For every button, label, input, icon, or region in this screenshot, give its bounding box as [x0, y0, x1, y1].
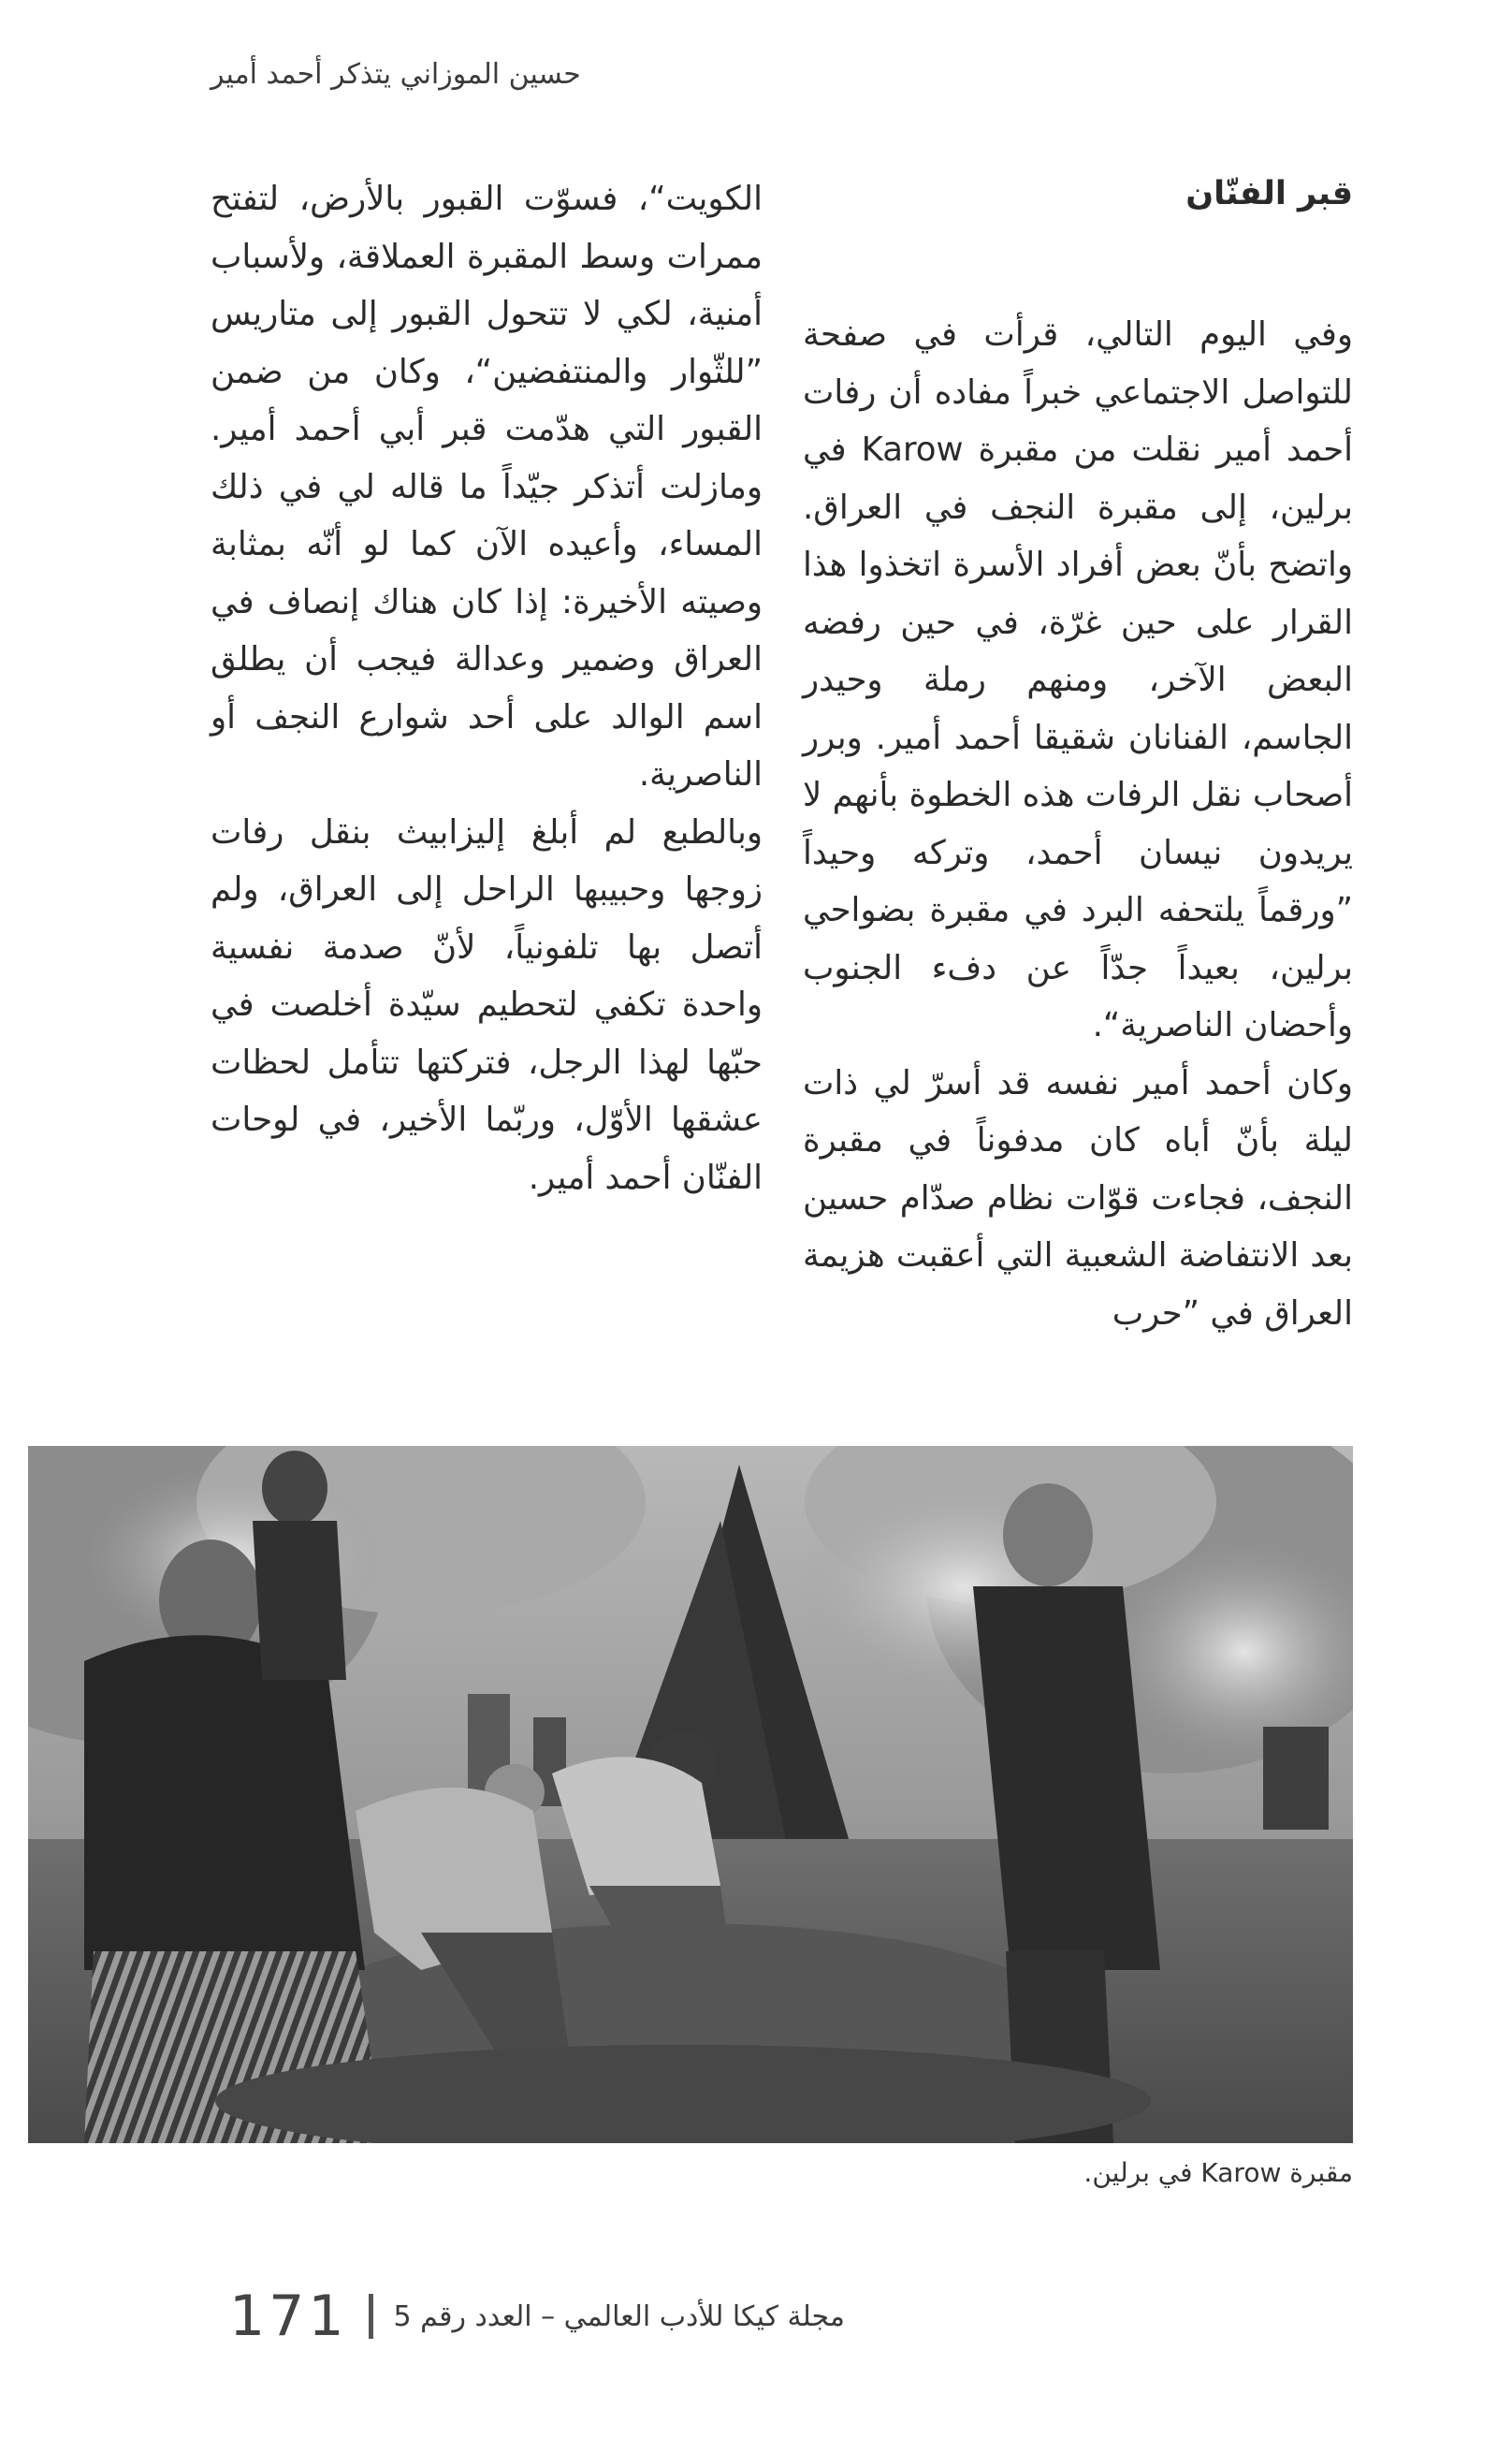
- running-header: حسين الموزاني يتذكر أحمد أمير: [211, 58, 581, 91]
- paragraph: وكان أحمد أمير نفسه قد أسرّ لي ذات ليلة بأنّ أباه كان مدفوناً في مقبرة النجف، فجاءت قوّات نظام صدّام حسين بعد الانتفاضة الشعبية التي أعقبت هزيمة العراق في ”حرب: [803, 1063, 1353, 1333]
- cemetery-photo: [28, 1446, 1353, 2143]
- page-footer: [229, 2284, 865, 2349]
- article-column-left: [211, 170, 763, 1206]
- paragraph: وفي اليوم التالي، قرأت في صفحة للتواصل الاجتماعي خبراً مفاده أن رفات أحمد أمير نقلت من مقبرة Karow في برلين، إلى مقبرة النجف في العراق. واتضح بأنّ بعض أفراد الأسرة اتخذوا هذا القرار على حين غرّة، في حين رفضه البعض الآخر، ومنهم رملة وحيدر الجاسم، الفنانان شقيقا أحمد أمير. وبرر أصحاب نقل الرفات هذه الخطوة بأنهم لا يريدون نيسان أحمد، وتركه وحيداً ”ورقماً يلتحفه البرد في مقبرة بضواحي برلين، بعيداً جدّاً عن دفء الجنوب وأحضان الناصرية“.: [803, 315, 1354, 1044]
- article-column-right: [803, 170, 1353, 1342]
- section-title: قبر الفنّان: [1185, 175, 1353, 212]
- journal-name: مجلة كيكا للأدب العالمي – العدد رقم 5: [393, 2299, 845, 2333]
- paragraph: الكويت“، فسوّت القبور بالأرض، لتفتح ممرات وسط المقبرة العملاقة، ولأسباب أمنية، لكي لا تتحول القبور إلى متاريس ”للثّوار والمنتفضين“، وكان من ضمن القبور التي هدّمت قبر أبي أحمد أمير. ومازلت أتذكر جيّداً ما قاله لي في ذلك المساء، وأعيده الآن كما لو أنّه بمثابة وصيته الأخيرة: إذا كان هناك إنصاف في العراق وضمير وعدالة فيجب أن يطلق اسم الوالد على أحد شوارع النجف أو الناصرية.: [211, 180, 763, 794]
- footer-divider: [369, 2294, 373, 2339]
- page-number: 171: [229, 2284, 348, 2349]
- paragraph: وبالطبع لم أبلغ إليزابيث بنقل رفات زوجها وحبيبها الراحل إلى العراق، ولم أتصل بها تلفونياً، لأنّ صدمة نفسية واحدة تكفي لتحطيم سيّدة أخلصت في حبّها لهذا الرجل، فتركتها تتأمل لحظات عشقها الأوّل، وربّما الأخير، في لوحات الفنّان أحمد أمير.: [211, 812, 763, 1197]
- photo-caption: مقبرة Karow في برلين.: [1083, 2157, 1353, 2188]
